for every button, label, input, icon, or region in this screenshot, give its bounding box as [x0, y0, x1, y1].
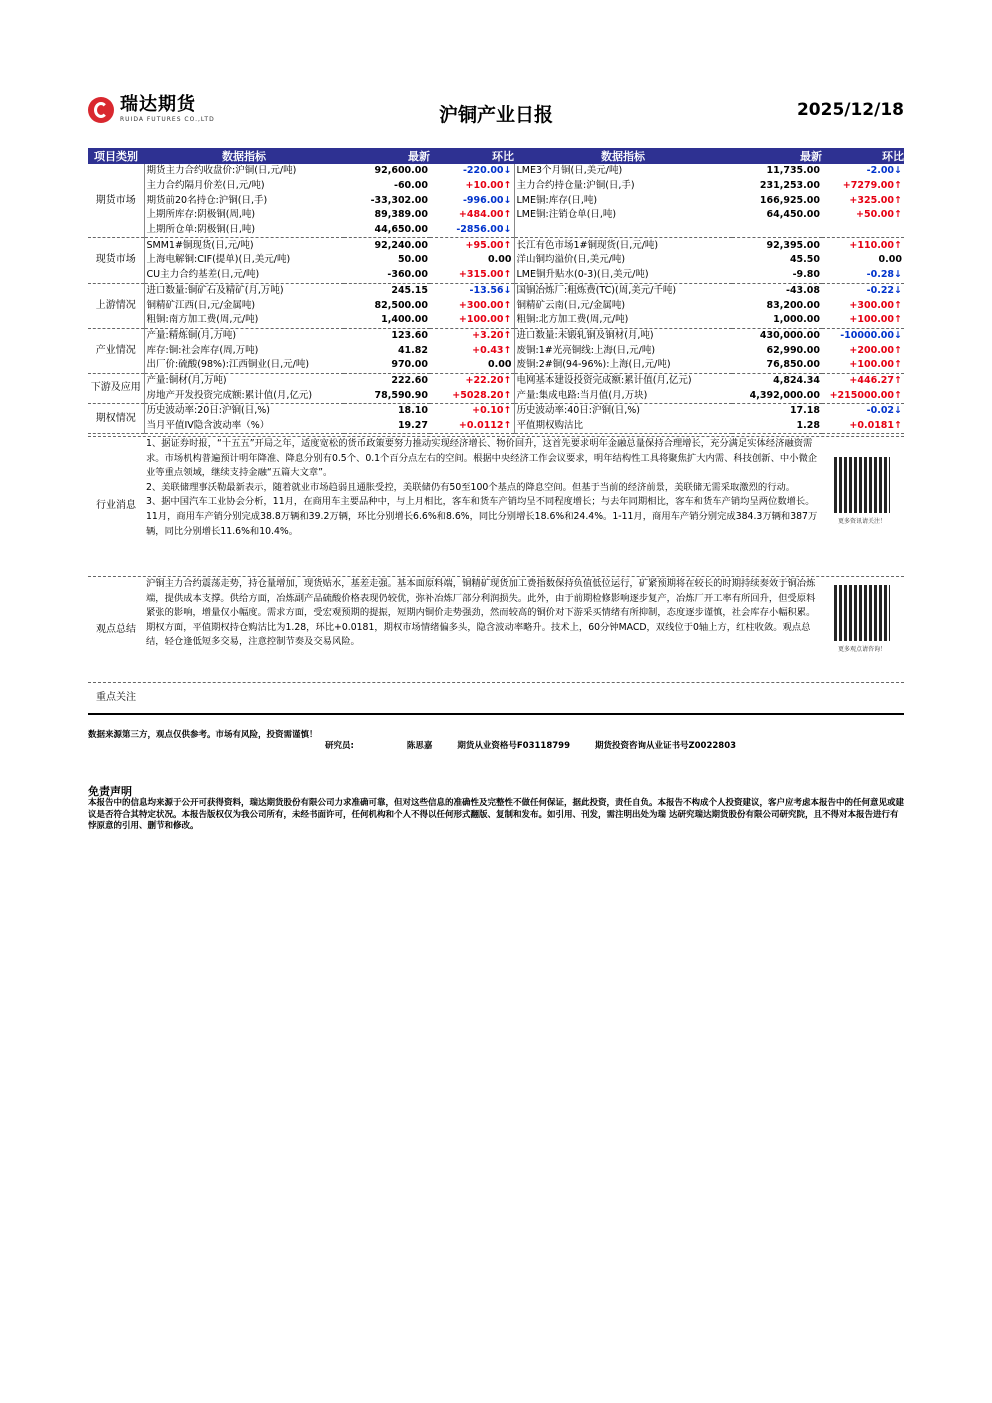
latest-value: 1,400.00 — [344, 313, 430, 328]
change-value: +100.00↑ — [822, 358, 904, 373]
change-value: +300.00↑ — [458, 299, 512, 311]
view-body: 沪铜主力合约震荡走势，持仓量增加，现货贴水，基差走强。基本面原料端，铜精矿现货加工费指数保持负值低位运行，矿紧预期将在较长的时期持续奏效于铜冶炼端，提供成本支撑。供给方面，冶炼副产品硫酸价格表现仍较优，弥补冶炼厂部分利润损失。此外，由于前期检修影响逐步复产，冶炼厂开工率有所回升，但受原料紧张的影响，增量仅小幅度。需求方面，受宏观预期的提振，短期内铜价走势强劲，然而较高的铜价对下游采买情绪有所抑制，态度逐步谨慎，社会库存小幅积累。期权方面，平值期权持仓购沽比为1.28，环比+0.0181，期权市场情绪偏多头，隐含波动率略升。技术上，60分钟MACD，双线位于0轴上方，红柱收敛。观点总结，轻仓逢低短多交易，注意控制节奏及交易风险。 — [146, 578, 816, 648]
latest-value: 62,990.00 — [766, 344, 820, 356]
latest-value: 1.28 — [732, 419, 822, 434]
news-item: 1、据证券时报，“十五五”开局之年，适度宽松的货币政策要努力推动实现经济增长、物价回升，这首先要求明年金融总量保持合理增长，充分满足实体经济融资需求。市场机构普遍预计明年降准、降息分别有0.5个、0.1个百分点左右的空间。根据中央经济工作会议要求，明年结构性工具将聚焦扩大内需、科技创新、中小微企业等重点领域，继续支持金融“五篇大文章”。 — [146, 438, 818, 479]
change-value: +300.00↑ — [849, 299, 902, 311]
disclaimer-text: 本报告中的信息均来源于公开可获得资料，瑞达期货股份有限公司力求准确可靠，但对这些信息的准确性及完整性不做任何保证，据此投资，责任自负。本报告不构成个人投资建议，客户应考虑本报告中的任何意见或建议是否符合其特定状况。本报告版权仅为我公司所有，未经书面许可，任何机构和个人不得以任何形式翻版、复制和发布。如引用、刊发，需注明出处为瑞 达研究瑞达期货股份有限公司研究院，且不得对本报告进行有悖原意的引用、删节和修改。 — [88, 798, 905, 831]
change-value: +110.00↑ — [849, 239, 902, 251]
latest-value: 83,200.00 — [766, 299, 820, 311]
latest-value: -33,302.00 — [370, 194, 428, 206]
table-row — [88, 283, 904, 298]
col-header-change-2: 环比 — [822, 148, 904, 164]
indicator-name: 粗铜:北方加工费(周,元/吨) — [514, 313, 732, 328]
latest-value: 970.00 — [344, 358, 430, 373]
indicator-name: 当月平值IV隐含波动率（%） — [144, 419, 344, 434]
qualification-1: 期货从业资格号F03118799 — [457, 741, 570, 751]
latest-value: 4,392,000.00 — [732, 388, 822, 403]
indicator-name: 历史波动率:20日:沪铜(日,%) — [144, 404, 344, 419]
category-cell: 现货市场 — [88, 238, 144, 283]
table-row — [88, 343, 904, 358]
latest-value: 64,450.00 — [766, 209, 820, 221]
change-value: +446.27↑ — [849, 374, 902, 386]
change-value: -220.00↓ — [462, 165, 512, 177]
news-item: 3、据中国汽车工业协会分析，11月，在商用车主要品种中，与上月相比，客车和货车产销均呈不同程度增长；与去年同期相比，客车和货车产销均呈两位数增长。11月，商用车产销分别完成38.8万辆和39.2万辆，环比分别增长6.6%和8.6%，同比分别增长18.6%和24.4%。1-11月，商用车产销分别完成384.3万辆和387万辆，同比分别增长11.6%和10.4%。 — [146, 496, 818, 537]
data-source-note: 数据来源第三方，观点仅供参考。市场有风险，投资需谨慎！ — [88, 730, 318, 740]
latest-value: 430,000.00 — [759, 329, 820, 341]
latest-value: -43.08 — [786, 284, 820, 296]
table-header-row — [88, 148, 904, 164]
view-summary-section — [88, 577, 904, 681]
change-value: +215000.00↑ — [822, 388, 904, 403]
change-value: +3.20↑ — [472, 329, 512, 341]
col-header-indicator: 数据指标 — [144, 148, 344, 164]
change-value: +315.00↑ — [430, 268, 514, 283]
qr-caption: 更多资讯请关注！ — [837, 518, 886, 525]
table-row — [88, 164, 904, 179]
indicator-name: 产量:精炼铜(月,万吨) — [144, 328, 344, 343]
change-value: +50.00↑ — [856, 209, 902, 221]
indicator-name: 洋山铜均溢价(日,美元/吨) — [514, 253, 732, 268]
indicator-name: LME铜升贴水(0-3)(日,美元/吨) — [514, 268, 732, 283]
category-cell: 期货市场 — [88, 164, 144, 238]
latest-value: 4,824.34 — [773, 374, 820, 386]
table-row — [88, 388, 904, 403]
col-header-indicator-2: 数据指标 — [514, 148, 732, 164]
table-row — [88, 419, 904, 434]
latest-value: 245.15 — [391, 284, 428, 296]
indicator-name: LME铜:注销仓单(日,吨) — [514, 208, 732, 223]
qualification-2: 期货投资咨询从业证书号Z0022803 — [594, 741, 737, 751]
indicator-name: 期货主力合约收盘价:沪铜(日,元/吨) — [144, 164, 344, 179]
latest-value: 50.00 — [397, 254, 428, 266]
news-body — [146, 437, 824, 539]
latest-value: 19.27 — [344, 419, 430, 434]
focus-section — [88, 683, 904, 713]
indicator-name: LME铜:库存(日,吨) — [514, 193, 732, 208]
category-cell: 下游及应用 — [88, 373, 144, 403]
indicator-name: LME3个月铜(日,美元/吨) — [514, 164, 732, 179]
table-row — [88, 238, 904, 253]
disclaimer-title: 免责声明 — [88, 785, 132, 798]
change-value: +22.20↑ — [465, 374, 512, 386]
focus-label: 重点关注 — [96, 692, 136, 703]
latest-value: 1,000.00 — [732, 313, 822, 328]
change-value: +0.0112↑ — [430, 419, 514, 434]
indicator-name: 铜精矿云南(日,元/金属吨) — [514, 298, 732, 313]
col-header-latest-2: 最新 — [732, 148, 822, 164]
indicator-name: 国铜冶炼厂:粗炼费(TC)(周,美元/千吨) — [514, 283, 732, 298]
latest-value: 11,735.00 — [766, 165, 820, 177]
change-value: -0.28↓ — [822, 268, 904, 283]
indicator-name: 上海电解铜:CIF(提单)(日,美元/吨) — [144, 253, 344, 268]
change-value: +325.00↑ — [849, 194, 902, 206]
latest-value: 89,389.00 — [374, 209, 428, 221]
table-row — [88, 298, 904, 313]
latest-value: 17.18 — [789, 405, 820, 417]
indicator-name: 废铜:2#铜(94-96%):上海(日,元/吨) — [514, 358, 732, 373]
indicator-name: CU主力合约基差(日,元/吨) — [144, 268, 344, 283]
table-row — [88, 253, 904, 268]
change-value: -10000.00↓ — [840, 329, 902, 341]
brand-subtitle: RUIDA FUTURES CO.,LTD — [120, 116, 215, 123]
latest-value: 123.60 — [391, 329, 428, 341]
report-date: 2025/12/18 — [796, 100, 904, 120]
latest-value: -9.80 — [732, 268, 822, 283]
indicator-name: 主力合约隔月价差(日,元/吨) — [144, 179, 344, 194]
latest-value: -60.00 — [394, 180, 428, 192]
researcher-name: 陈思嘉 — [406, 741, 433, 751]
change-value: -13.56↓ — [469, 284, 512, 296]
latest-value: -360.00 — [344, 268, 430, 283]
change-value: +5028.20↑ — [430, 388, 514, 403]
indicator-name: 出厂价:硫酸(98%):江西铜业(日,元/吨) — [144, 358, 344, 373]
col-header-latest: 最新 — [344, 148, 430, 164]
data-table — [88, 148, 904, 434]
latest-value: 78,590.90 — [344, 388, 430, 403]
industry-news-section — [88, 437, 904, 575]
indicator-name: 进口数量:铜矿石及精矿(月,万吨) — [144, 283, 344, 298]
table-row — [88, 373, 904, 388]
change-value: -0.02↓ — [866, 405, 902, 417]
latest-value: 82,500.00 — [374, 299, 428, 311]
researcher-label: 研究员: — [325, 741, 354, 751]
change-value: +100.00↑ — [430, 313, 514, 328]
col-header-change: 环比 — [430, 148, 514, 164]
qr-caption: 更多观点请咨询！ — [837, 646, 886, 653]
latest-value: 44,650.00 — [344, 223, 430, 238]
indicator-name: 平值期权购沽比 — [514, 419, 732, 434]
indicator-name: 库存:铜:社会库存(周,万吨) — [144, 343, 344, 358]
change-value: +0.0181↑ — [822, 419, 904, 434]
change-value: -0.22↓ — [866, 284, 902, 296]
latest-value: 45.50 — [789, 254, 820, 266]
indicator-name: 铜精矿江西(日,元/金属吨) — [144, 298, 344, 313]
news-item: 2、美联储理事沃勒最新表示，随着就业市场趋弱且通胀受控，美联储仍有50至100个基点的降息空间。但基于当前的经济前景，美联储无需采取激烈的行动。 — [146, 481, 796, 493]
change-value: +10.00↑ — [465, 180, 512, 192]
change-value: 0.00 — [488, 254, 512, 266]
table-row — [88, 313, 904, 328]
latest-value: 92,600.00 — [374, 165, 428, 177]
indicator-name: SMM1#铜现货(日,元/吨) — [144, 238, 344, 253]
divider — [88, 713, 904, 715]
indicator-name: 粗铜:南方加工费(周,元/吨) — [144, 313, 344, 328]
change-value: +7279.00↑ — [842, 180, 902, 192]
latest-value: 231,253.00 — [759, 180, 820, 192]
change-value — [822, 223, 904, 238]
latest-value: 166,925.00 — [759, 194, 820, 206]
table-row — [88, 268, 904, 283]
indicator-name — [514, 223, 732, 238]
report-title: 沪铜产业日报 — [438, 104, 553, 126]
change-value: +200.00↑ — [849, 344, 902, 356]
latest-value: 222.60 — [391, 374, 428, 386]
qr-code-icon — [834, 457, 890, 513]
table-row — [88, 193, 904, 208]
change-value: +0.10↑ — [472, 405, 512, 417]
report-header — [88, 92, 904, 140]
table-row — [88, 179, 904, 194]
indicator-name: 长江有色市场1#铜现货(日,元/吨) — [514, 238, 732, 253]
brand-name: 瑞达期货 — [120, 94, 196, 115]
latest-value: 92,395.00 — [766, 239, 820, 251]
category-cell: 上游情况 — [88, 283, 144, 328]
change-value: +95.00↑ — [465, 239, 512, 251]
table-row — [88, 328, 904, 343]
view-label: 观点总结 — [96, 624, 136, 635]
news-label: 行业消息 — [96, 500, 136, 511]
table-row — [88, 358, 904, 373]
indicator-name: 进口数量:未锻轧铜及铜材(月,吨) — [514, 328, 732, 343]
indicator-name: 产量:铜材(月,万吨) — [144, 373, 344, 388]
change-value: -2.00↓ — [866, 165, 902, 177]
table-row — [88, 404, 904, 419]
indicator-name: 电网基本建设投资完成额:累计值(月,亿元) — [514, 373, 732, 388]
latest-value: 92,240.00 — [374, 239, 428, 251]
indicator-name: 历史波动率:40日:沪铜(日,%) — [514, 404, 732, 419]
change-value: 0.00 — [878, 254, 902, 266]
latest-value: 41.82 — [397, 344, 428, 356]
indicator-name: 期货前20名持仓:沪铜(日,手) — [144, 193, 344, 208]
table-row — [88, 223, 904, 238]
researcher-info — [325, 739, 758, 751]
col-header-category: 项目类别 — [88, 148, 144, 164]
latest-value — [732, 223, 822, 238]
indicator-name: 上期所库存:阴极铜(周,吨) — [144, 208, 344, 223]
change-value: +484.00↑ — [458, 209, 512, 221]
indicator-name: 上期所仓单:阴极铜(日,吨) — [144, 223, 344, 238]
indicator-name: 产量:集成电路:当月值(月,万块) — [514, 388, 732, 403]
indicator-name: 主力合约持仓量:沪铜(日,手) — [514, 179, 732, 194]
change-value: -996.00↓ — [462, 194, 512, 206]
latest-value: 18.10 — [397, 405, 428, 417]
indicator-name: 房地产开发投资完成额:累计值(月,亿元) — [144, 388, 344, 403]
change-value: -2856.00↓ — [430, 223, 514, 238]
indicator-name: 废铜:1#光亮铜线:上海(日,元/吨) — [514, 343, 732, 358]
category-cell: 产业情况 — [88, 328, 144, 373]
change-value: 0.00 — [430, 358, 514, 373]
change-value: +100.00↑ — [822, 313, 904, 328]
table-row — [88, 208, 904, 223]
qr-code-icon — [834, 585, 890, 641]
latest-value: 76,850.00 — [732, 358, 822, 373]
category-cell: 期权情况 — [88, 404, 144, 434]
change-value: +0.43↑ — [472, 344, 512, 356]
